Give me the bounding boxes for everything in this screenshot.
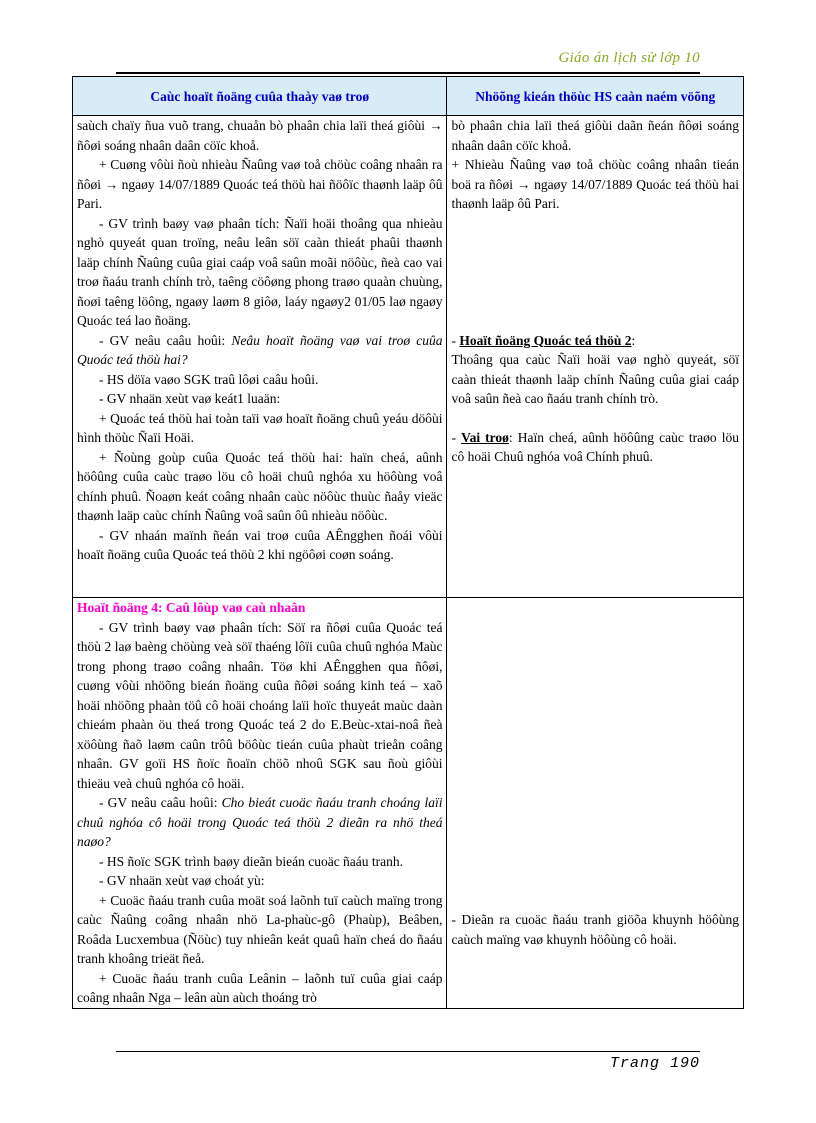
text: → ngaøy 14/07/1889 Quoác teá thöù hai thaønh laäp ôû Pari.	[451, 176, 740, 211]
paragraph	[77, 793, 442, 852]
paragraph: + Cuoäc ñaáu tranh cuûa moät soá laõnh tuï caùch maïng trong caùc Ñaûng coâng nhaân nhö La-phaùc-gô (Phaùp), Beâben, Roâda Lucxembua (Ñöùc) tuy nhieân keát quaû haïn cheá do ñaáu tranh khoâng trieät ñeå.	[77, 892, 443, 966]
text: - GV neâu caâu hoûi:	[99, 795, 218, 810]
text: → ngaøy 14/07/1889 Quoác teá thöù hai ñöôïc thaønh laäp ôû Pari.	[77, 176, 443, 211]
activity-heading: Hoaït ñoäng 4: Caû lôùp vaø caù nhaân	[77, 600, 306, 615]
table-header-row	[73, 77, 744, 116]
paragraph	[451, 331, 739, 351]
paragraph	[77, 331, 442, 370]
text: + Nhieàu Ñaûng vaø toå chöùc coâng nhaân tieán boä ra ñôøi	[451, 157, 739, 192]
text: - GV neâu caâu hoûi:	[99, 332, 226, 348]
question-text: Cho bieát cuoäc ñaáu tranh choáng laïi chuû nghóa cô hoäi trong Quoác teá thöù 2 dieãn ra nhö theá naøo?	[77, 795, 443, 849]
section-heading: Hoaït ñoäng Quoác teá thöù 2	[459, 332, 632, 348]
header-title: Giáo án lịch sử lớp 10	[558, 50, 700, 66]
paragraph	[77, 155, 442, 214]
col-right-header: Nhöõng kieán thöùc HS caàn naém vöõng	[447, 77, 744, 116]
paragraph: - HS döïa vaøo SGK traû lôøi caâu hoûi.	[99, 371, 319, 387]
row1-right-cell	[447, 116, 744, 598]
paragraph: - GV nhaán maïnh ñeán vai troø cuûa AÊngghen ñoái vôùi hoaït ñoäng cuûa Quoác teá thöù 2 khi ngöôøi coøn soáng.	[77, 527, 443, 562]
section-heading: Vai troø	[461, 429, 509, 445]
row1-left-cell	[73, 116, 447, 598]
text: -	[451, 429, 462, 445]
paragraph: Thoâng qua caùc Ñaïi hoäi vaø nghò quyeát, söï caàn thieát thaønh laäp chính Ñaûng cuûa giai caáp voâ saûn ñeà cao ñaáu tranh chính trò.	[451, 352, 739, 406]
paragraph: - GV nhaän xeùt vaø keát1 luaän:	[99, 391, 281, 406]
footer-rule	[116, 1051, 700, 1052]
paragraph: bò phaân chia laïi theá giôùi daãn ñeán ñôøi soáng nhaân daân cöïc khoå.	[451, 118, 739, 153]
page-number: Trang 190	[609, 1055, 700, 1072]
text: : Haïn cheá, aûnh höôûng caùc traøo löu cô hoäi Chuû nghóa voâ Chính phuû.	[451, 429, 739, 464]
paragraph: + Cuoäc ñaáu tranh cuûa Leânin – laõnh tuï cuûa giai caáp coâng nhaân Nga – leân aùn aùch thoáng trò	[77, 970, 443, 1005]
paragraph	[451, 428, 739, 467]
table-row	[73, 116, 744, 598]
paragraph: - GV nhaän xeùt vaø choát yù:	[99, 873, 265, 888]
header-rule	[116, 72, 700, 74]
paragraph: - GV trình baøy vaø phaân tích: Söï ra ñôøi cuûa Quoác teá thöù 2 laø baèng chöùng veà söï thaéng lôïi cuûa chuû nghóa Maùc trong phong traøo coâng nhaân. Töø khi AÊngghen qua ñôøi, cuøng vôùi nhöõng bieán ñoäng cuûa ñôøi soáng kinh teá – xaõ hoäi nhöõng phaàn töû cô hoäi choáng laïi hoïc thuyeát maùc daàn chieám phaàn öu theá trong Quoác teá 2 do E.Beùc-xtai-noâ ñeà xöôùng ñaõ laøm caûn trôû böôùc tieán cuûa phaùt trieån coâng nhaân. GV goïi HS ñoïc ñoaïn chöõ nhoû SGK sau ñoù giôùi thieäu veà chuû nghóa cô hoäi.	[77, 619, 443, 791]
row2-right-cell	[447, 598, 744, 1009]
table-row	[73, 598, 744, 1009]
col-left-header: Caùc hoaït ñoäng cuûa thaày vaø troø	[73, 77, 447, 116]
paragraph: - HS ñoïc SGK trình baøy dieãn bieán cuoäc ñaáu tranh.	[99, 853, 404, 869]
paragraph: - GV trình baøy vaø phaân tích: Ñaïi hoäi thoâng qua nhieàu nghò quyeát quan troïng, neâu leân söï caàn thieát phaûi thaønh laäp chính Ñaûng cuûa giai caáp voâ saûn moãi nöôùc, ñeà cao vai troø ñaáu tranh chính trò, taêng cöôøng phong traøo quaàn chuùng, ñoøi taêng löông, ngaøy laøm 8 giôø, laáy ngaøy2 01/05 laø ngaøy Quoác teá lao ñoäng.	[77, 215, 443, 328]
text: :	[631, 332, 636, 348]
text: + Cuøng vôùi ñoù nhieàu Ñaûng vaø toå chöùc coâng nhaân ra ñôøi	[77, 157, 443, 192]
paragraph	[451, 155, 739, 214]
text: saùch chaïy ñua vuõ trang, chuaån bò phaân chia laïi theá giôùi	[77, 118, 426, 133]
text: -	[451, 332, 460, 348]
paragraph: + Ñoùng goùp cuûa Quoác teá thöù hai: haïn cheá, aûnh höôûng cuûa caùc traøo löu cô hoäi chuû nghóa xu höôùng voâ chính phuû. Ñoaøn keát coâng nhaân caùc nöôùc thuùc ñaåy vieäc thaønh laäp caùc chính Ñaûng voâ saûn ôû nhieàu nöôùc.	[77, 449, 443, 523]
question-text: Neâu hoaït ñoäng vaø vai troø cuûa Quoác teá thöù hai?	[77, 332, 443, 367]
lesson-table	[72, 76, 744, 1009]
paragraph	[77, 116, 442, 155]
paragraph: + Quoác teá thöù hai toàn taïi vaø hoaït ñoäng chuû yeáu döôùi hình thöùc Ñaïi Hoäi.	[77, 410, 443, 445]
text: → ñôøi soáng nhaân daân cöïc khoå.	[77, 118, 443, 153]
paragraph: - Dieãn ra cuoäc ñaáu tranh giöõa khuynh höôùng caùch maïng vaø khuynh höôùng cô hoäi.	[451, 912, 739, 947]
row2-left-cell	[73, 598, 447, 1009]
